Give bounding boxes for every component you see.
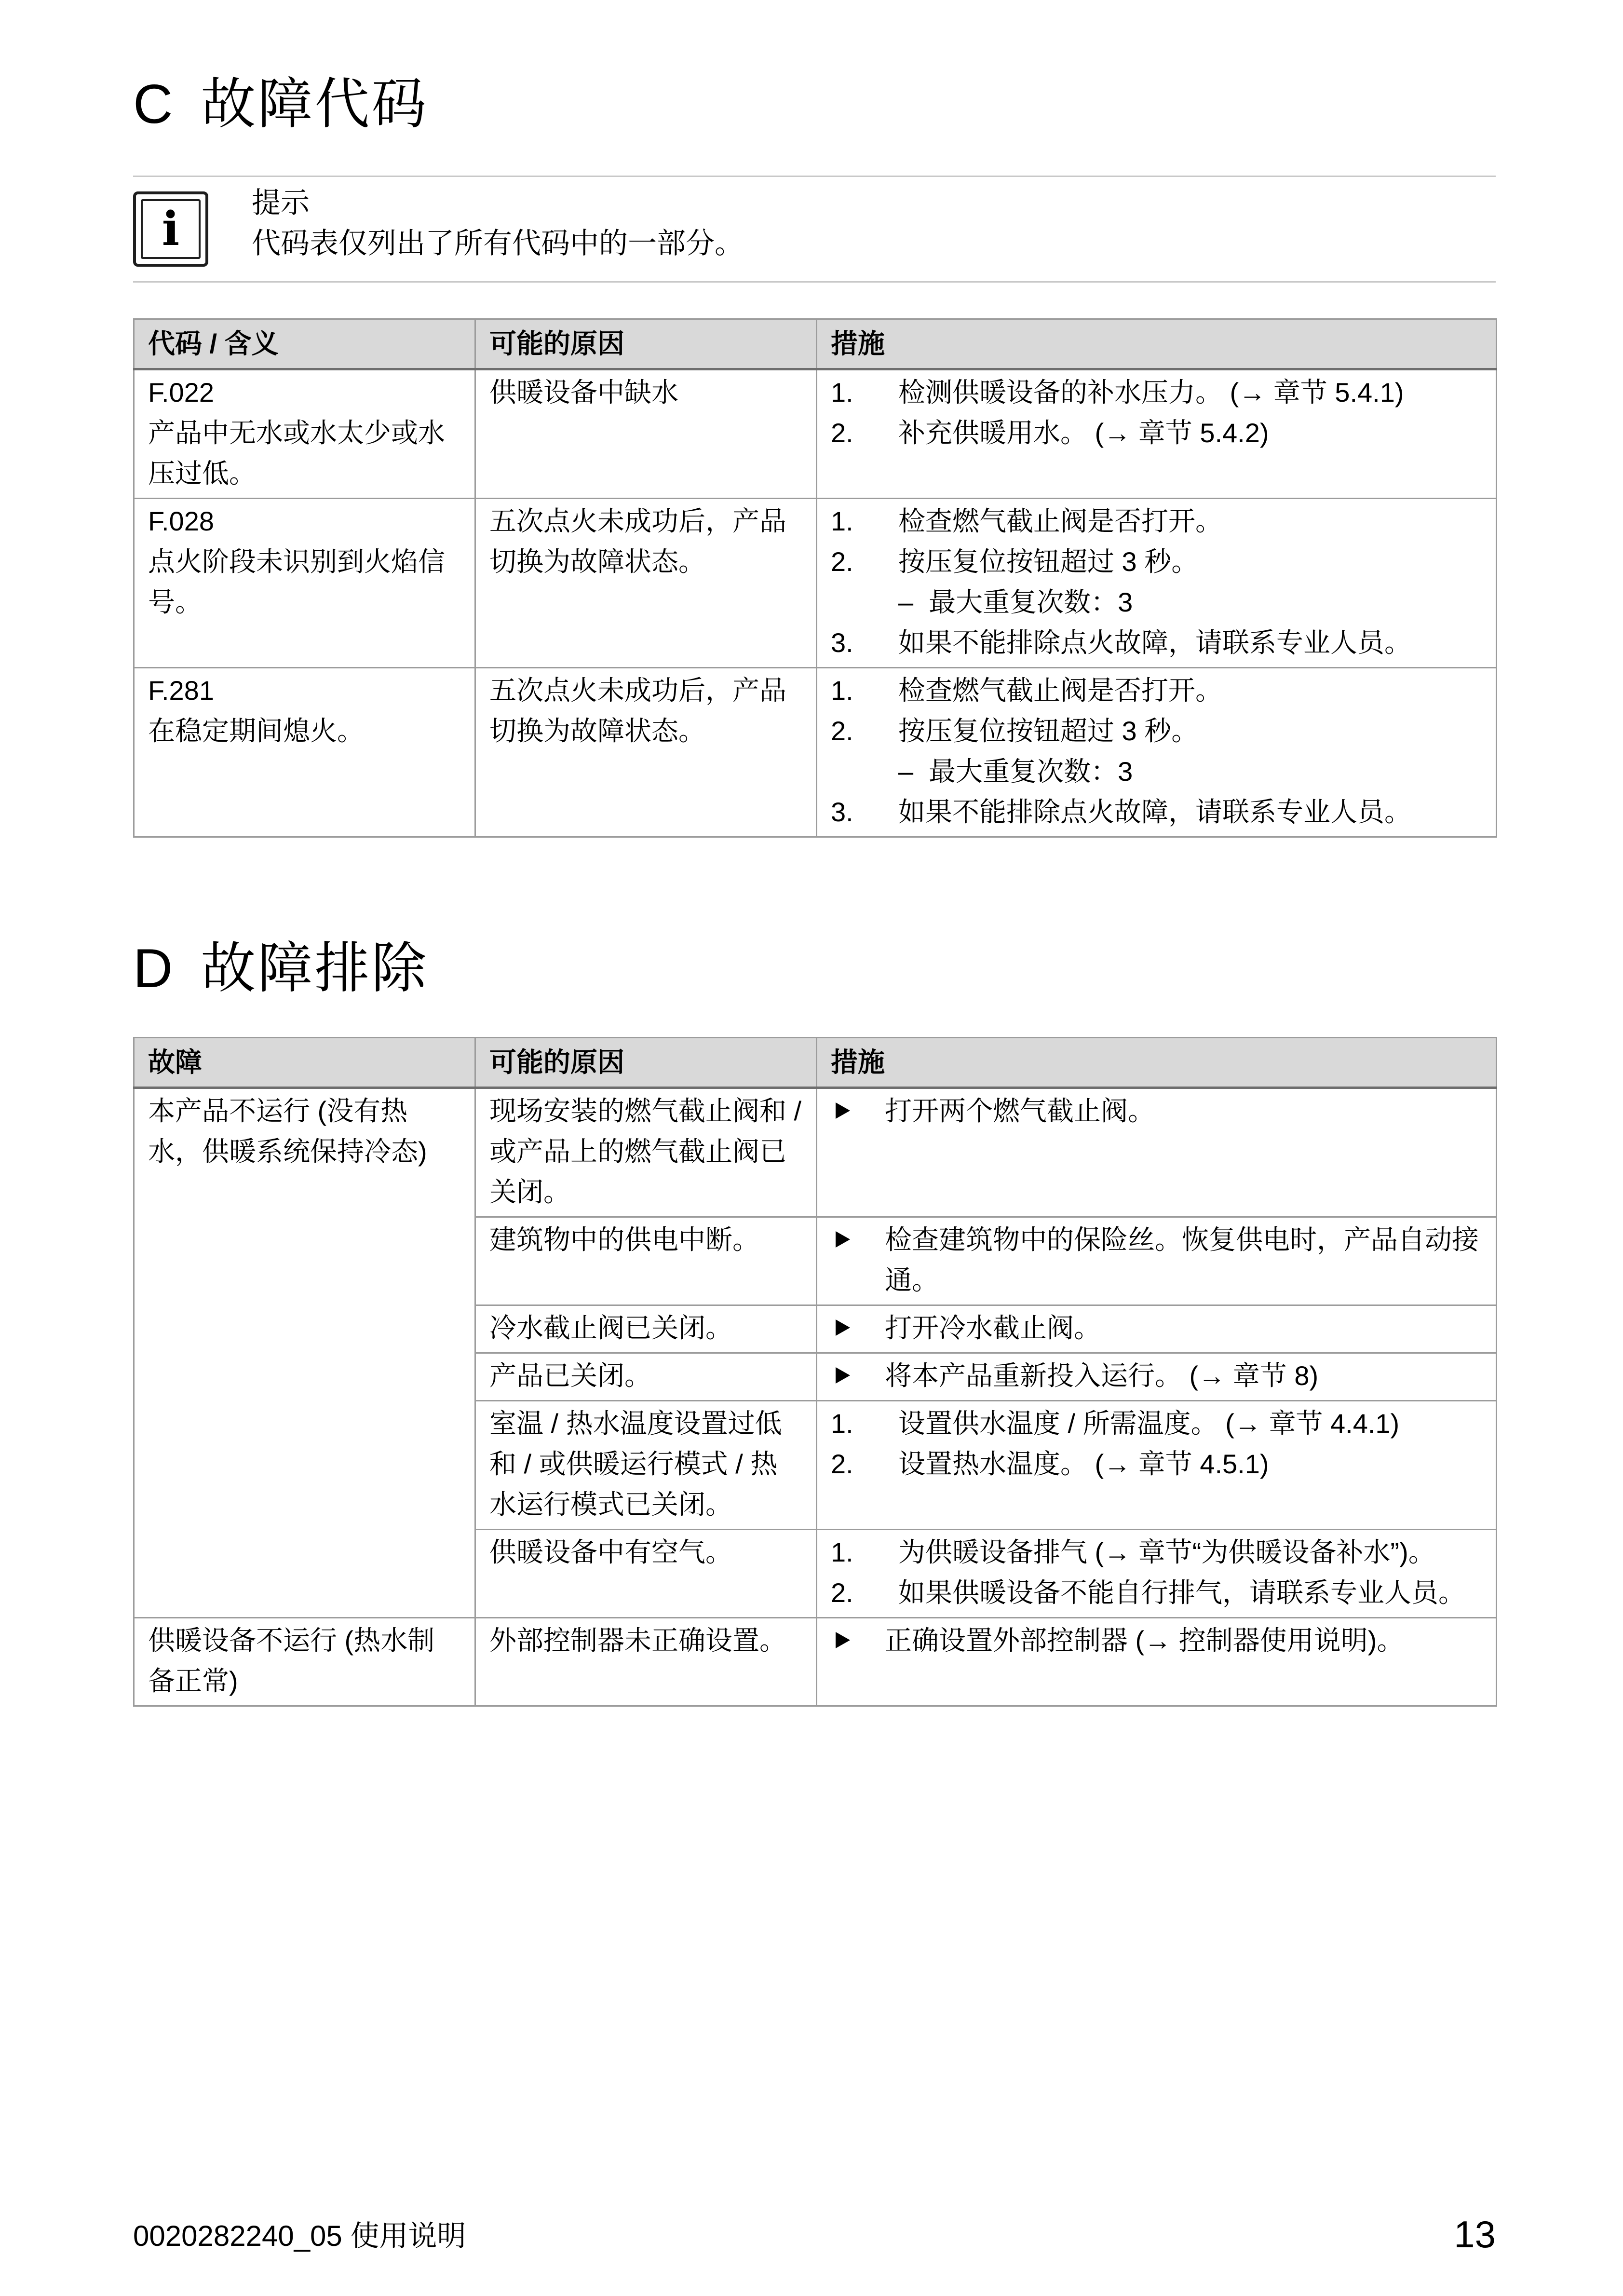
step-number: 3. bbox=[831, 627, 853, 658]
action-item bbox=[831, 1620, 1482, 1661]
step-text: 如果供暖设备不能自行排气，请联系专业人员。 bbox=[898, 1577, 1465, 1608]
note-text: 代码表仅列出了所有代码中的一部分。 bbox=[252, 227, 744, 259]
header-fault: 故障 bbox=[134, 1038, 475, 1088]
step-item bbox=[831, 372, 1482, 413]
fault-code: F.028 bbox=[148, 506, 214, 536]
cause-cell: 建筑物中的供电中断。 bbox=[475, 1217, 817, 1305]
section-c-letter: C bbox=[133, 74, 175, 135]
step-text: 最大重复次数：3 bbox=[929, 587, 1133, 617]
step-item bbox=[831, 711, 1482, 751]
fault-meaning: 点火阶段未识别到火焰信号。 bbox=[148, 546, 445, 617]
step-text: 补充供暖用水。 (→ 章节 5.4.2) bbox=[898, 418, 1269, 448]
step-item bbox=[831, 670, 1482, 711]
info-icon bbox=[133, 191, 208, 267]
sub-step-item bbox=[831, 582, 1482, 623]
action-text: 将本产品重新投入运行。 (→ 章节 8) bbox=[885, 1360, 1319, 1391]
step-text: 最大重复次数：3 bbox=[929, 756, 1133, 787]
step-item bbox=[831, 1403, 1482, 1444]
footer-doc-number: 0020282240_05 使用说明 bbox=[133, 2220, 466, 2252]
action-item bbox=[831, 1308, 1482, 1348]
dash-marker: – bbox=[898, 756, 914, 787]
action-text: 正确设置外部控制器 (→ 控制器使用说明)。 bbox=[885, 1625, 1404, 1656]
note-title: 提示 bbox=[252, 187, 310, 219]
measures-cell bbox=[817, 369, 1497, 499]
code-cell bbox=[134, 668, 475, 837]
measures-cell bbox=[817, 668, 1497, 837]
header-cause: 可能的原因 bbox=[475, 1038, 817, 1088]
measures-cell bbox=[817, 1401, 1497, 1530]
measures-cell bbox=[817, 499, 1497, 668]
header-measures: 措施 bbox=[817, 1038, 1497, 1088]
info-icon-glyph: i bbox=[141, 199, 201, 259]
step-number: 2. bbox=[831, 546, 853, 577]
table-header-row bbox=[134, 319, 1497, 369]
step-number: 1. bbox=[831, 675, 853, 706]
troubleshooting-table bbox=[133, 1037, 1497, 1707]
table-row bbox=[134, 1618, 1497, 1706]
step-item bbox=[831, 413, 1482, 453]
action-text: 打开冷水截止阀。 bbox=[885, 1313, 1101, 1343]
step-text: 检查燃气截止阀是否打开。 bbox=[898, 506, 1222, 536]
step-list bbox=[831, 372, 1482, 453]
step-text: 设置热水温度。 (→ 章节 4.5.1) bbox=[898, 1449, 1269, 1479]
cause-cell: 外部控制器未正确设置。 bbox=[475, 1618, 817, 1706]
step-number: 2. bbox=[831, 1449, 853, 1479]
section-d-letter: D bbox=[133, 938, 175, 999]
step-number: 2. bbox=[831, 1577, 853, 1608]
fault-code-table bbox=[133, 318, 1497, 838]
step-text: 按压复位按钮超过 3 秒。 bbox=[898, 716, 1199, 746]
code-cell bbox=[134, 499, 475, 668]
step-number: 1. bbox=[831, 1537, 853, 1567]
cause-cell: 现场安装的燃气截止阀和 / 或产品上的燃气截止阀已关闭。 bbox=[475, 1088, 817, 1217]
action-item bbox=[831, 1220, 1482, 1301]
table-row bbox=[134, 1088, 1497, 1217]
measures-cell bbox=[817, 1618, 1497, 1706]
measures-cell bbox=[817, 1305, 1497, 1353]
fault-meaning: 产品中无水或水太少或水压过低。 bbox=[148, 418, 445, 489]
arrow-bullet-icon bbox=[836, 1102, 850, 1119]
header-measures: 措施 bbox=[817, 319, 1497, 369]
measures-cell bbox=[817, 1217, 1497, 1305]
cause-cell: 冷水截止阀已关闭。 bbox=[475, 1305, 817, 1353]
action-text: 检查建筑物中的保险丝。恢复供电时，产品自动接通。 bbox=[885, 1224, 1479, 1295]
measures-cell bbox=[817, 1353, 1497, 1401]
section-d-heading: 故障排除 bbox=[201, 938, 429, 999]
action-item bbox=[831, 1356, 1482, 1396]
arrow-bullet-icon bbox=[836, 1367, 850, 1384]
step-number: 1. bbox=[831, 1408, 853, 1439]
table-row bbox=[134, 668, 1497, 837]
step-text: 设置供水温度 / 所需温度。 (→ 章节 4.4.1) bbox=[898, 1408, 1400, 1439]
fault-code: F.022 bbox=[148, 377, 214, 408]
fault-cell: 本产品不运行 (没有热水，供暖系统保持冷态) bbox=[134, 1088, 475, 1618]
table-row bbox=[134, 499, 1497, 668]
cause-cell: 室温 / 热水温度设置过低和 / 或供暖运行模式 / 热水运行模式已关闭。 bbox=[475, 1401, 817, 1530]
cause-cell: 五次点火未成功后，产品切换为故障状态。 bbox=[475, 668, 817, 837]
step-list bbox=[831, 501, 1482, 663]
arrow-bullet-icon bbox=[836, 1319, 850, 1336]
step-item bbox=[831, 542, 1482, 582]
step-item bbox=[831, 501, 1482, 542]
step-text: 为供暖设备排气 (→ 章节“为供暖设备补水”)。 bbox=[898, 1537, 1435, 1567]
fault-meaning: 在稳定期间熄火。 bbox=[148, 716, 364, 746]
action-item bbox=[831, 1091, 1482, 1131]
page-number: 13 bbox=[1454, 2213, 1496, 2255]
cause-cell: 供暖设备中有空气。 bbox=[475, 1530, 817, 1618]
step-list bbox=[831, 1403, 1482, 1484]
measures-cell bbox=[817, 1088, 1497, 1217]
note-box bbox=[133, 176, 1496, 283]
step-text: 检测供暖设备的补水压力。 (→ 章节 5.4.1) bbox=[898, 377, 1404, 408]
cause-cell: 产品已关闭。 bbox=[475, 1353, 817, 1401]
section-c-heading: 故障代码 bbox=[201, 74, 429, 135]
step-item bbox=[831, 1573, 1482, 1613]
header-code-meaning: 代码 / 含义 bbox=[134, 319, 475, 369]
cause-cell: 五次点火未成功后，产品切换为故障状态。 bbox=[475, 499, 817, 668]
step-item bbox=[831, 792, 1482, 832]
section-d-title bbox=[133, 938, 429, 999]
step-number: 2. bbox=[831, 716, 853, 746]
code-cell bbox=[134, 369, 475, 499]
header-cause: 可能的原因 bbox=[475, 319, 817, 369]
step-item bbox=[831, 1532, 1482, 1573]
table-header-row bbox=[134, 1038, 1497, 1088]
step-number: 1. bbox=[831, 506, 853, 536]
step-number: 3. bbox=[831, 797, 853, 827]
sub-step-item bbox=[831, 751, 1482, 792]
action-text: 打开两个燃气截止阀。 bbox=[885, 1096, 1155, 1126]
fault-cell: 供暖设备不运行 (热水制备正常) bbox=[134, 1618, 475, 1706]
table-row bbox=[134, 369, 1497, 499]
dash-marker: – bbox=[898, 587, 914, 617]
arrow-bullet-icon bbox=[836, 1632, 850, 1648]
step-text: 如果不能排除点火故障，请联系专业人员。 bbox=[898, 627, 1411, 658]
fault-code: F.281 bbox=[148, 675, 214, 706]
step-list bbox=[831, 670, 1482, 832]
step-text: 按压复位按钮超过 3 秒。 bbox=[898, 546, 1199, 577]
step-list bbox=[831, 1532, 1482, 1613]
step-number: 1. bbox=[831, 377, 853, 408]
cause-cell: 供暖设备中缺水 bbox=[475, 369, 817, 499]
step-text: 如果不能排除点火故障，请联系专业人员。 bbox=[898, 797, 1411, 827]
arrow-bullet-icon bbox=[836, 1231, 850, 1248]
measures-cell bbox=[817, 1530, 1497, 1618]
step-item bbox=[831, 623, 1482, 663]
step-number: 2. bbox=[831, 418, 853, 448]
section-c-title bbox=[133, 74, 429, 135]
step-text: 检查燃气截止阀是否打开。 bbox=[898, 675, 1222, 706]
step-item bbox=[831, 1444, 1482, 1484]
